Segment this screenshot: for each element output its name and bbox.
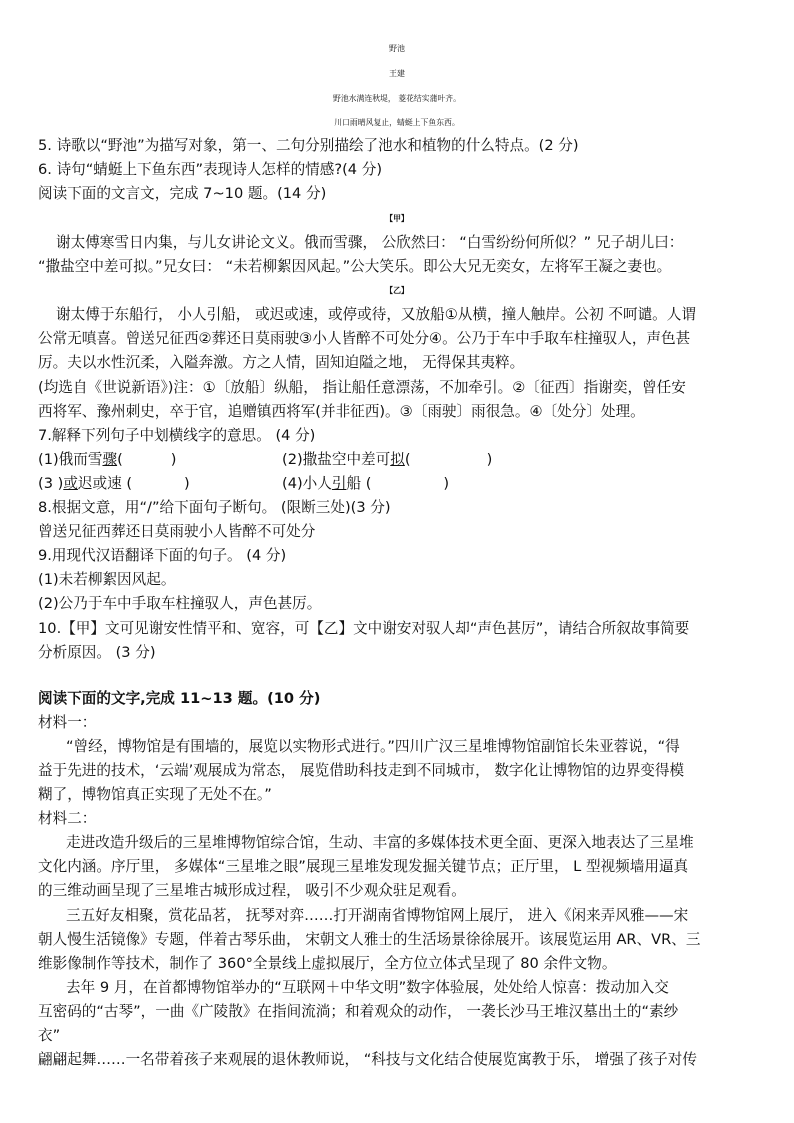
material-1-line: 益于先进的技术，‘云端’观展成为常态， 展览借助科技走到不同城市， 数字化让博物馆的边界变得模: [38, 762, 685, 779]
material-2-label: 材料二：: [38, 810, 97, 827]
underlined-word: 骤: [102, 451, 118, 468]
poem-title: 野池: [389, 44, 405, 53]
question-9-sentence-2: (2)公乃于车中手取车柱撞驭人，声色甚厉。: [38, 595, 322, 612]
passage-yi-line: 公常无嗔喜。曾送兄征西②葬还日莫雨驶③小人皆醉不可处分④。公乃于车中手取车柱撞驭人，声色甚: [38, 330, 691, 347]
question-5: 5. 诗歌以“野池”为描写对象，第一、二句分别描绘了池水和植物的什么特点。(2 分): [38, 137, 579, 154]
question-10-line: 10.【甲】文可见谢安性情平和、宽容，可【乙】文中谢安对驭人却“声色甚厉”，请结合所叙故事简要: [38, 620, 690, 637]
question-7-item-1: (1)俄而雪骤( ): [38, 451, 177, 468]
classical-reading-intro: 阅读下面的文言文，完成 7~10 题。(14 分): [38, 185, 327, 202]
passage-jia-line: 谢太傅寒雪日内集，与儿女讲论文义。俄而雪骤， 公欣然曰： “白雪纷纷何所似？” 兄子胡儿曰：: [56, 234, 684, 251]
material-2-line: 互密码的“古琴”，一曲《广陵散》在指间流淌；和着观众的动作， 一袭长沙马王堆汉墓出土的“素纱: [38, 1003, 679, 1020]
material-2-line: 去年 9 月，在首都博物馆举办的“互联网＋中华文明”数字体验展，处处给人惊喜：拨动加入交: [66, 979, 669, 996]
material-2-line: 朝人慢生活镜像》专题，伴着古琴乐曲， 宋朝文人雅士的生活场景徐徐展开。该展览运用 AR、VR、三: [38, 931, 701, 948]
material-1-label: 材料一：: [38, 714, 97, 731]
question-9-sentence-1: (1)未若柳絮因风起。: [38, 571, 176, 588]
material-2-line: 的三维动画呈现了三星堆古城形成过程， 吸引不少观众驻足观看。: [38, 882, 466, 899]
underlined-word: 拟: [390, 451, 405, 468]
modern-reading-intro: 阅读下面的文字,完成 11~13 题。(10 分): [38, 690, 321, 707]
poem-line-1: 野池水满连秋堤， 菱花结实蒲叶齐。: [333, 94, 461, 103]
poem-line-2: 川口雨晴风复止，蜻蜓上下鱼东西。: [334, 118, 460, 127]
question-8-sentence: 曾送兄征西葬还日莫雨驶小人皆醉不可处分: [38, 523, 316, 540]
question-7-item-3: (3 )或迟或速 ( ): [38, 475, 190, 492]
material-2-line: 走进改造升级后的三星堆博物馆综合馆，生动、丰富的多媒体技术更全面、更深入地表达了三星堆: [66, 834, 694, 851]
underlined-word: 引: [331, 475, 347, 492]
passage-yi-title: 【乙】: [385, 286, 409, 295]
question-7-item-2: (2)撒盐空中差可拟( ): [282, 451, 493, 468]
material-2-line: 翩翩起舞……一名带着孩子来观展的退休教师说， “科技与文化结合使展览寓教于乐， 增强了孩子对传: [38, 1051, 697, 1068]
underlined-word: 或: [63, 475, 78, 492]
question-8-stem: 8.根据文意，用“/”给下面句子断句。 (限断三处)(3 分): [38, 499, 391, 516]
material-1-line: “曾经，博物馆是有围墙的，展览以实物形式进行。”四川广汉三星堆博物馆副馆长朱亚蓉说，“得: [66, 738, 680, 755]
material-2-line: 维影像制作等技术，制作了 360°全景线上虚拟展厅，全方位立体式呈现了 80 余件文物。: [38, 955, 617, 972]
passage-jia-line: “撒盐空中差可拟。”兄女曰： “未若柳絮因风起。”公大笑乐。即公大兄无奕女，左将军王凝之妻也。: [38, 258, 672, 275]
poem-author: 王建: [389, 69, 405, 78]
question-7-item-4: (4)小人引船 ( ): [282, 475, 450, 492]
annotation-line: 西将军、豫州刺史，卒于官，追赠镇西将军(并非征西)。③〔雨驶〕雨很急。④〔处分〕处理。: [38, 403, 645, 420]
passage-yi-line: 厉。夫以水性沉柔，入隘奔激。方之人情，固知迫隘之地， 无得保其夷粹。: [38, 354, 525, 371]
material-2-line: 文化内涵。序厅里， 多媒体“三星堆之眼”展现三星堆发现发掘关键节点；正厅里， L 型视频墙用逼真: [38, 858, 689, 875]
passage-yi-line: 谢太傅于东船行， 小人引船， 或迟或速，或停或待，又放船①从横，撞人触岸。公初 不呵谴。人谓: [56, 306, 696, 323]
passage-jia-title: 【甲】: [385, 214, 409, 223]
question-10-line: 分析原因。 (3 分): [38, 644, 156, 661]
question-7-stem: 7.解释下列句子中划横线字的意思。 (4 分): [38, 427, 316, 444]
material-1-line: 糊了，博物馆真正实现了无处不在。”: [38, 786, 272, 803]
material-2-line: 衣”: [38, 1027, 61, 1044]
annotation-line: (均选自《世说新语》)注：①〔放船〕纵船， 指让船任意漂荡，不加牵引。②〔征西〕指谢奕，曾任安: [38, 379, 686, 396]
question-6: 6. 诗句“蜻蜓上下鱼东西”表现诗人怎样的情感?(4 分): [38, 161, 383, 178]
question-9-stem: 9.用现代汉语翻译下面的句子。 (4 分): [38, 547, 287, 564]
material-2-line: 三五好友相聚，赏花品茗， 抚琴对弈……打开湖南省博物馆网上展厅， 进入《闲来弄风雅——宋: [66, 907, 689, 924]
